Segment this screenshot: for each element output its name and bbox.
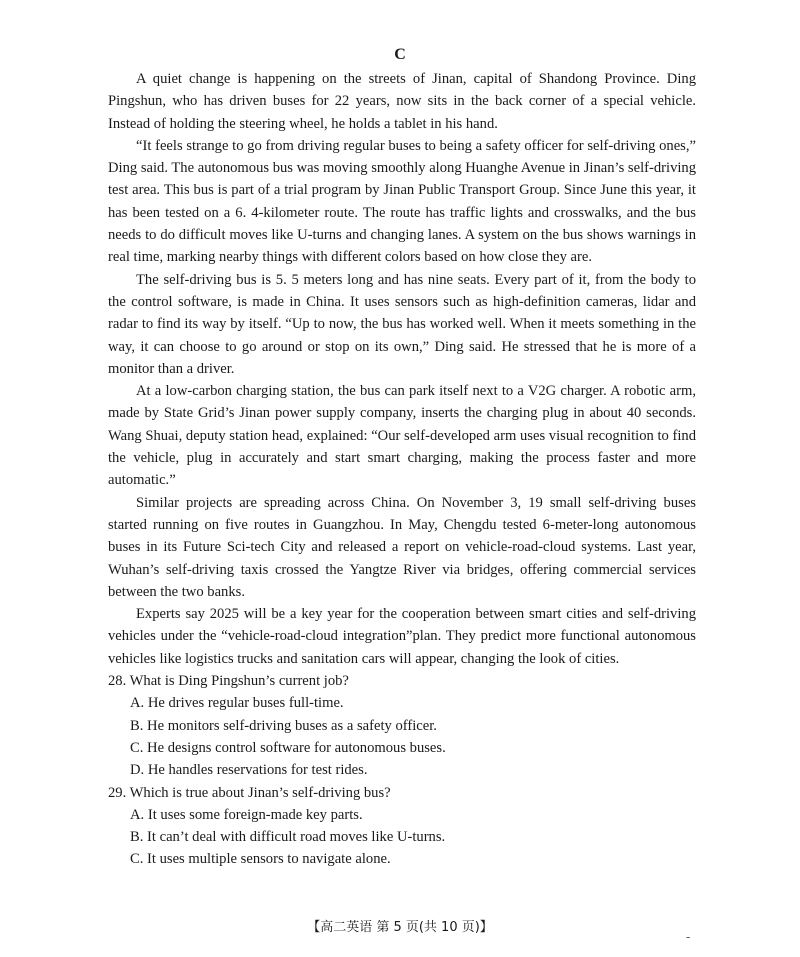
passage-paragraph-6: Experts say 2025 will be a key year for the cooperation between smart cities and self-driving vehicles under the “vehicle-road-cloud integration”plan. They predict more functional autonomous vehicles like logistics trucks and sanitation cars will appear, changing the look of cities.: [108, 606, 696, 667]
question-stem: 28. What is Ding Pingshun’s current job?: [108, 673, 349, 690]
passage-paragraph-2: “It feels strange to go from driving regular buses to being a safety officer for self-driving ones,” Ding said. The autonomous bus was moving smoothly along Huanghe Avenue in Jinan’s self-driving test area. This bus is part of a trial program by Jinan Public Transport Group. Since June this year, it has been tested on a 6. 4-kilometer route. The route has traffic lights and crosswalks, and the bus needs to do difficult moves like U-turns and changing lanes. A system on the bus shows warnings in real time, marking nearby things with different colors based on how close they are.: [108, 137, 697, 266]
page-footer: 【高二英语 第 5 页(共 10 页)】: [307, 920, 493, 935]
question-stem: 29. Which is true about Jinan’s self-driving bus?: [108, 784, 391, 801]
corner-mark: -: [686, 930, 691, 944]
option-c: C. It uses multiple sensors to navigate alone.: [130, 851, 391, 868]
question-29: [108, 782, 696, 871]
option-b: B. It can’t deal with difficult road moves like U-turns.: [130, 829, 446, 846]
passage-paragraph-3: The self-driving bus is 5. 5 meters long and has nine seats. Every part of it, from the body to the control software, is made in China. It uses sensors such as high-definition cameras, lidar and radar to find its way by itself. “Up to now, the bus has worked well. When it meets something in the way, it can choose to go around or stop on its own,” Ding said. He stressed that he is more of a monitor than a driver.: [108, 271, 696, 377]
option-d: D. He handles reservations for test rides.: [130, 762, 368, 779]
passage-paragraph-5: Similar projects are spreading across China. On November 3, 19 small self-driving buses started running on five routes in Guangzhou. In May, Chengdu tested 6-meter-long autonomous buses in its Future Sci-tech City and released a report on vehicle-road-cloud systems. Last year, Wuhan’s self-driving taxis crossed the Yangtze River via bridges, offering commercial services between the two banks.: [108, 494, 696, 600]
reading-body: [108, 68, 696, 871]
option-b: B. He monitors self-driving buses as a safety officer.: [130, 717, 437, 734]
question-28: [108, 670, 696, 781]
option-c: C. He designs control software for autonomous buses.: [130, 739, 446, 756]
passage-paragraph-1: A quiet change is happening on the streets of Jinan, capital of Shandong Province. Ding Pingshun, who has driven buses for 22 years, now sits in the back corner of a special vehicle. Instead of holding the steering wheel, he holds a tablet in his hand.: [108, 71, 696, 132]
option-a: A. He drives regular buses full-time.: [130, 695, 344, 712]
passage-paragraph-4: At a low-carbon charging station, the bus can park itself next to a V2G charger. A robotic arm, made by State Grid’s Jinan power supply company, inserts the charging plug in about 40 seconds. Wang Shuai, deputy station head, explained: “Our self-developed arm uses visual recognition to find the vehicle, plug in accurately and start smart charging, making the process faster and more automatic.”: [108, 383, 696, 489]
section-label: C: [394, 46, 406, 63]
option-a: A. It uses some foreign-made key parts.: [130, 806, 363, 823]
